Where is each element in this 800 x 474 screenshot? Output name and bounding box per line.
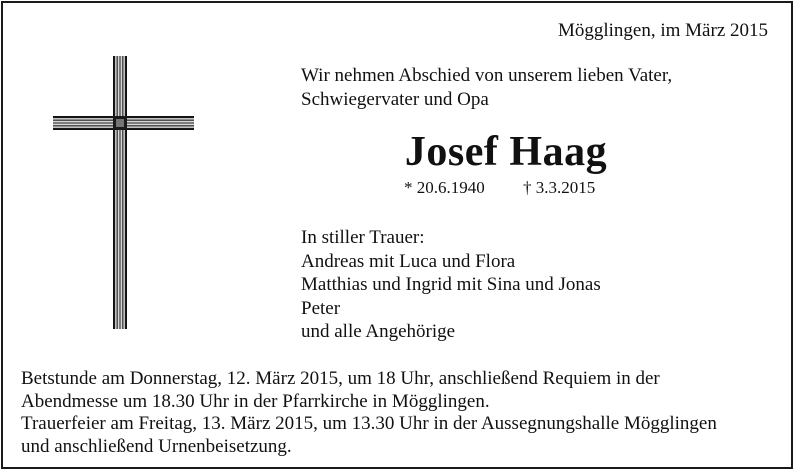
intro-text [301, 64, 672, 112]
death-date: † 3.3.2015 [523, 178, 596, 197]
service-line: Trauerfeier am Freitag, 13. März 2015, um 13.30 Uhr in der Aussegnungshalle Mögglingen [21, 413, 717, 434]
mourners-heading: In stiller Trauer: [301, 227, 425, 248]
intro-line: Wir nehmen Abschied von unserem lieben Vater, [301, 65, 673, 86]
place-date: Mögglingen, im März 2015 [557, 20, 768, 41]
service-line: und anschließend Urnenbeisetzung. [21, 435, 292, 457]
mourners-list [301, 226, 601, 344]
mourner-line: Andreas mit Luca und Flora [301, 250, 516, 272]
life-dates [404, 178, 595, 198]
birth-date: * 20.6.1940 [404, 178, 485, 197]
mourner-line: Matthias und Ingrid mit Sina und Jonas [301, 274, 601, 295]
cross-icon [53, 56, 194, 329]
service-line: Betstunde am Donnerstag, 12. März 2015, um 18 Uhr, anschließend Requiem in der [21, 368, 660, 389]
deceased-name: Josef Haag [404, 129, 608, 175]
mourner-line: und alle Angehörige [301, 321, 456, 342]
mourner-line: Peter [301, 297, 341, 319]
service-line: Abendmesse um 18.30 Uhr in der Pfarrkirche in Mögglingen. [21, 390, 490, 412]
intro-line: Schwiegervater und Opa [301, 89, 489, 110]
service-details [21, 368, 717, 458]
